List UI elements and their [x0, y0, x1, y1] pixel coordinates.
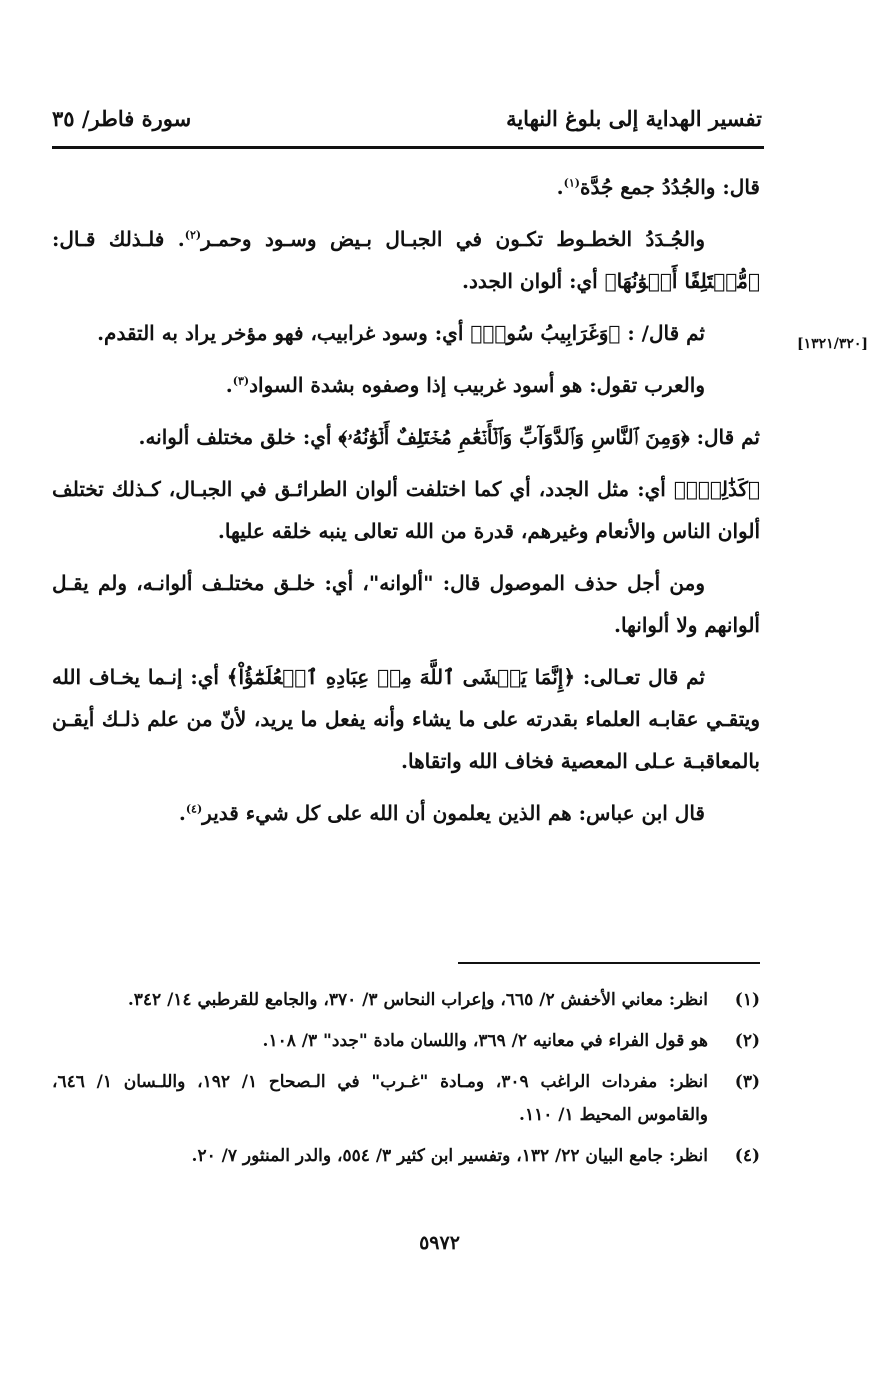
footnote-text: انظر: مفردات الراغب ٣٠٩، ومـادة "غـرب" في الـصحاح ١/ ١٩٢، واللـسان ١/ ٦٤٦، والقاموس المحيط ١/ ١١٠.	[52, 1072, 708, 1125]
footnote-divider	[458, 962, 760, 964]
header-divider	[52, 146, 764, 149]
paragraph: والجُـدَدُ الخطـوط تكـون في الجبـال بـيض وسـود وحمـر$^{(٢)}$. فلـذلك قـال: ﴿مُّخۡتَلِفًا أَلۡوَٰنُهَا﴾ أي: ألوان الجدد.	[52, 227, 760, 293]
footnote	[52, 1140, 760, 1173]
book-title: تفسير الهداية إلى بلوغ النهاية	[506, 106, 762, 131]
page-number: ٥٩٧٢	[419, 1232, 460, 1254]
margin-reference: [١٣٢١/٣٢٠]	[797, 336, 868, 352]
footnote-marker[interactable]: (٣)	[232, 374, 250, 388]
paragraph: قال: والجُدُدُ جمع جُدَّة$^{(١)}$.	[556, 175, 760, 199]
paragraph: قال ابن عباس: هم الذين يعلمون أن الله على كل شيء قدير$^{(٤)}$.	[178, 801, 705, 825]
footnote-number: (٢)	[734, 1031, 760, 1051]
footnote-text: انظر: معاني الأخفش ٢/ ٦٦٥، وإعراب النحاس ٣/ ٣٧٠، والجامع للقرطبي ١٤/ ٣٤٢.	[127, 990, 708, 1010]
footnote-text: هو قول الفراء في معانيه ٢/ ٣٦٩، واللسان مادة "جدد" ٣/ ١٠٨.	[262, 1031, 708, 1051]
running-header	[52, 102, 762, 142]
footnote-number: (٤)	[734, 1146, 760, 1166]
paragraph: ﴿كَذَٰلِكَۗ﴾ أي: مثل الجدد، أي كما اختلفت ألوان الطرائـق في الجبـال، كـذلك تختلف ألوان الناس والأنعام وغيرهم، قدرة من الله تعالى ينبه خلقه عليها.	[52, 477, 760, 543]
footnotes	[52, 984, 760, 1181]
footnote-text: انظر: جامع البيان ٢٢/ ١٣٢، وتفسير ابن كثير ٣/ ٥٥٤، والدر المنثور ٧/ ٢٠.	[191, 1146, 708, 1166]
footnote	[52, 1025, 760, 1058]
main-text	[52, 166, 760, 844]
paragraph: ثم قال/ : ﴿وَغَرَابِيبُ سُودٞ﴾ أي: وسود غرابيب، فهو مؤخر يراد به التقدم.	[97, 321, 705, 345]
paragraph: ثم قال: ﴿وَمِنَ ٱلنَّاسِ وَٱلدَّوَآبِّ وَٱلۡأَنۡعَٰمِ مُخۡتَلِفٌ أَلۡوَٰنُهُۥ﴾ أي: خلق مختلف ألوانه.	[138, 425, 760, 449]
footnote-marker[interactable]: (٢)	[184, 228, 202, 242]
paragraph: ثم قال تعـالى: ﴿إِنَّمَا يَخۡشَى ٱللَّهَ مِنۡ عِبَادِهِ ٱلۡعُلَمَٰٓؤُاْ﴾ أي: إنـما يخـاف الله ويتقـي عقابـه العلماء بقدرته على ما يشاء وأنه يفعل ما يريد، لأنّ من علم ذلـك أيقـن بالمعاقبـة عـلى المعصية فخاف الله واتقاها.	[52, 665, 760, 773]
footnote-marker[interactable]: (٤)	[185, 802, 203, 816]
footnote-number: (١)	[734, 990, 760, 1010]
footnote-number: (٣)	[734, 1072, 760, 1092]
surah-title: سورة فاطر/ ٣٥	[52, 106, 192, 131]
footnote	[52, 984, 760, 1017]
paragraph: والعرب تقول: هو أسود غربيب إذا وصفوه بشدة السواد$^{(٣)}$.	[225, 373, 705, 397]
footnote-marker[interactable]: (١)	[563, 176, 580, 190]
paragraph: ومن أجل حذف الموصول قال: "ألوانه"، أي: خلـق مختلـف ألوانـه، ولم يقـل ألوانهم ولا ألوانها.	[52, 571, 760, 637]
footnote	[52, 1066, 760, 1132]
